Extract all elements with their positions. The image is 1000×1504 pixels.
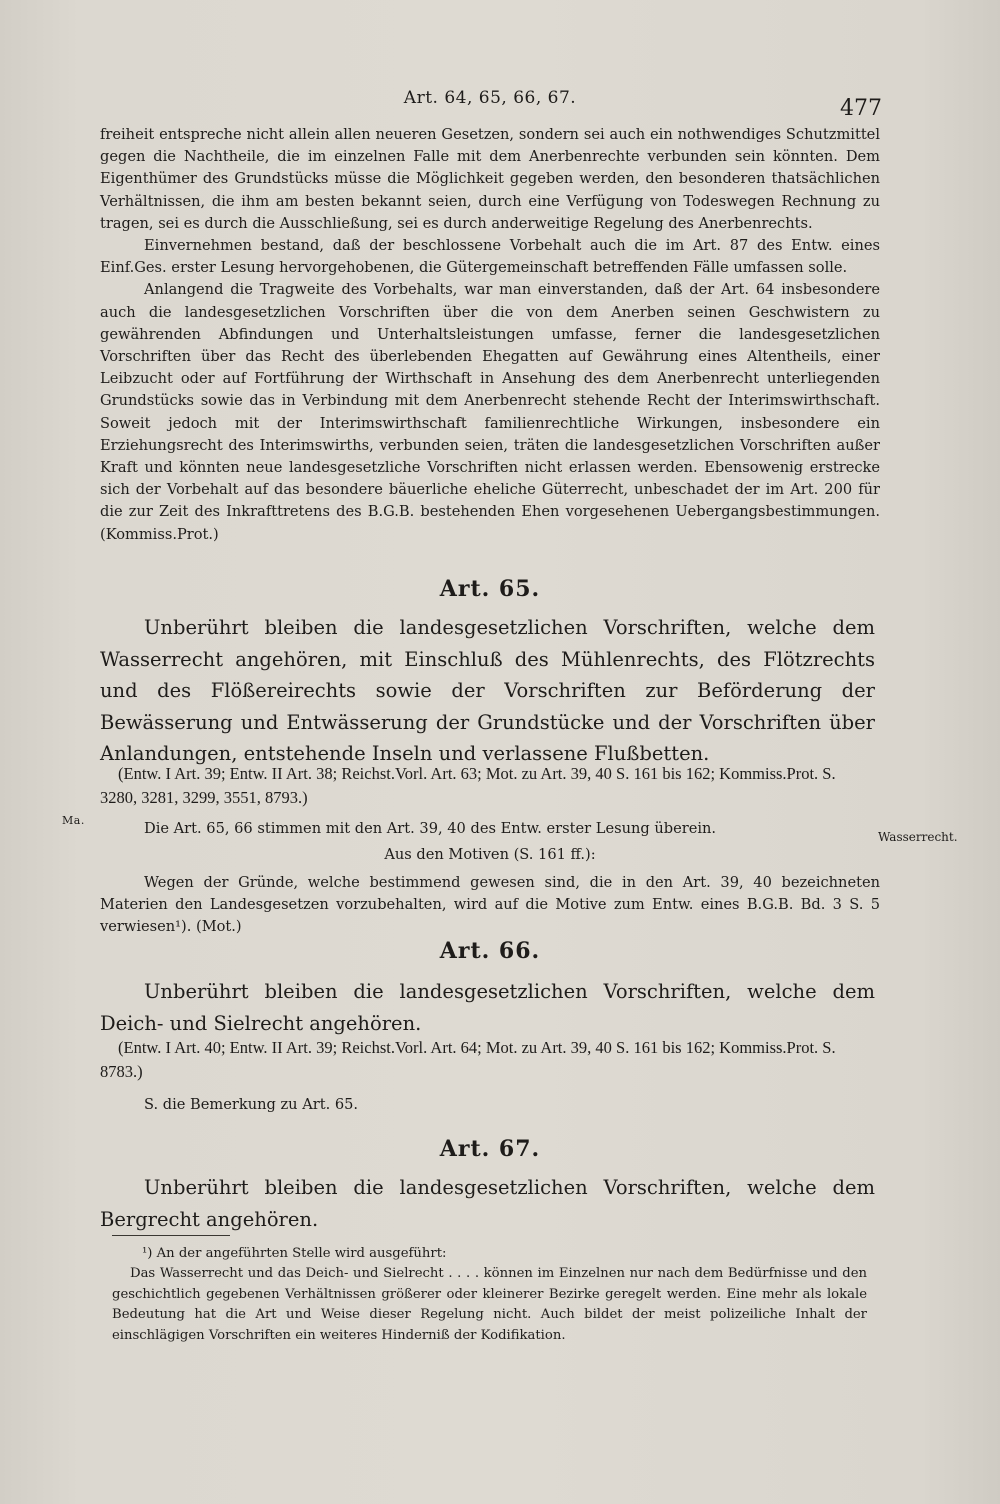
page-number: 477 — [840, 96, 882, 121]
intro-commentary — [100, 124, 880, 546]
art66-reference-text: (Entw. I Art. 40; Entw. II Art. 39; Reichst.Vorl. Art. 64; Mot. zu Art. 39, 40 S. 161 bis 162; Kommiss.Prot. S. 8783.) — [100, 1038, 836, 1081]
art67-heading: Art. 67. — [439, 1136, 541, 1162]
footnote-body: Das Wasserrecht und das Deich- und Sielrecht . . . . können im Einzelnen nur nach dem Bedürfnisse und den geschichtlich gegebenen Verhältnissen größerer oder kleinerer Bezirke geregelt werden. Eine mehr als lokale Bedeutung hat die Art und Weise dieser Regelung nicht. Auch bildet der meist polizeiliche Inhalt der einschlägigen Vorschriften ein weiteres Hinderniß der Kodifikation. — [112, 1266, 867, 1343]
art66-remark — [100, 1094, 880, 1116]
art65-reference — [100, 762, 870, 810]
footnote-head: ¹) An der angeführten Stelle wird ausgeführt: — [142, 1246, 447, 1261]
footnote-divider — [112, 1235, 230, 1236]
footnote — [112, 1244, 867, 1346]
art65-motive — [100, 872, 880, 939]
art65-heading: Art. 65. — [439, 576, 541, 602]
intro-paragraph-1: freiheit entspreche nicht allein allen neueren Gesetzen, sondern sei auch ein nothwendiges Schutzmittel gegen die Nachtheile, die im einzelnen Falle mit dem Anerbenrechte verbunden sein könnten. Dem Eigenthümer des Grundstücks müsse die Möglichkeit gegeben werden, den besonderen thatsächlichen Verhältnissen, die ihm am besten bekannt seien, durch eine Verfügung von Todeswegen Rechnung zu tragen, sei es durch die Ausschließung, sei es durch anderweitige Regelung des Anerbenrechts. — [100, 126, 880, 232]
intro-paragraph-2: Einvernehmen bestand, daß der beschlossene Vorbehalt auch die im Art. 87 des Entw. eines Einf.Ges. erster Lesung hervorgehobenen, die Gütergemeinschaft betreffenden Fälle umfassen solle. — [100, 237, 880, 277]
art65-reference-text: (Entw. I Art. 39; Entw. II Art. 38; Reichst.Vorl. Art. 63; Mot. zu Art. 39, 40 S. 161 bis 162; Kommiss.Prot. S. 3280, 3281, 3299, 3551, 8793.) — [100, 764, 836, 807]
running-header: Art. 64, 65, 66, 67. — [403, 88, 577, 108]
margin-note-wasserrecht: Wasserrecht. — [878, 830, 958, 844]
motive-heading: Aus den Motiven (S. 161 ff.): — [384, 846, 596, 863]
art65-motive-text: Wegen der Gründe, welche bestimmend gewesen sind, die in den Art. 39, 40 bezeichneten Materien den Landesgesetzen vorzubehalten, wird auf die Motive zum Entw. eines B.G.B. Bd. 3 S. 5 verwiesen¹). (Mot.) — [100, 874, 880, 936]
art65-law-paragraph: Unberührt bleiben die landesgesetzlichen Vorschriften, welche dem Wasserrecht angehören, mit Einschluß des Mühlenrechts, des Flötzrechts und des Flößereirechts sowie der Vorschriften zur Beförderung der Bewässerung und Entwässerung der Grundstücke und der Vorschriften über Anlandungen, entstehende Inseln und verlassene Flußbetten. — [100, 616, 875, 765]
art66-text — [100, 976, 875, 1039]
art67-law-paragraph: Unberührt bleiben die landesgesetzlichen Vorschriften, welche dem Bergrecht angehören. — [100, 1176, 875, 1231]
art66-law-paragraph: Unberührt bleiben die landesgesetzlichen Vorschriften, welche dem Deich- und Sielrecht angehören. — [100, 980, 875, 1035]
art65-comparison — [100, 818, 860, 840]
art66-heading: Art. 66. — [439, 938, 541, 964]
art65-comparison-text: Die Art. 65, 66 stimmen mit den Art. 39, 40 des Entw. erster Lesung überein. — [144, 820, 717, 837]
intro-paragraph-3: Anlangend die Tragweite des Vorbehalts, war man einverstanden, daß der Art. 64 insbesondere auch die landesgesetzlichen Vorschriften über die von dem Anerben seinen Geschwistern zu gewährenden Abfindungen und Unterhaltsleistungen umfasse, ferner die landesgesetzlichen Vorschriften über das Recht des überlebenden Ehegatten auf Gewährung eines Altentheils, einer Leibzucht oder auf Fortführung der Wirthschaft in Ansehung des dem Anerbenrecht unterliegenden Grundstücks sowie das in Verbindung mit dem Anerbenrecht stehende Recht der Interimswirthschaft. Soweit jedoch mit der Interimswirthschaft familienrechtliche Wirkungen, insbesondere ein Erziehungsrecht des Interimswirths, verbunden seien, träten die landesgesetzlichen Vorschriften außer Kraft und könnten neue landesgesetzliche Vorschriften nicht erlassen werden. Ebensowenig erstrecke sich der Vorbehalt auf das besondere bäuerliche eheliche Güterrecht, unbeschadet der im Art. 200 für die zur Zeit des Inkrafttretens des B.G.B. bestehenden Ehen vorgesehenen Uebergangsbestimmungen. (Kommiss.Prot.) — [100, 281, 880, 543]
art66-remark-text: S. die Bemerkung zu Art. 65. — [144, 1096, 359, 1113]
art66-reference — [100, 1036, 870, 1084]
art65-text — [100, 612, 875, 770]
art67-text — [100, 1172, 875, 1235]
margin-note-left: Ma. — [62, 814, 85, 827]
